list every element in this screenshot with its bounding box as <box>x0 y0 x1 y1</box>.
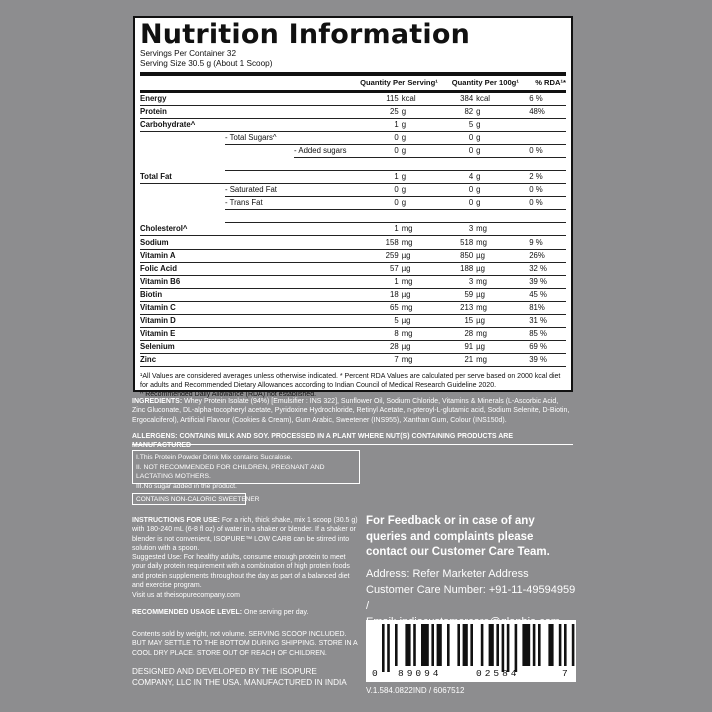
warning-line: I.This Protein Powder Drink Mix contains Sucralose. <box>136 454 293 461</box>
nutrient-rda: 69 % <box>529 341 566 354</box>
barcode-bar <box>515 624 518 672</box>
nutrient-rda: 0 % <box>529 144 566 157</box>
nutrient-row <box>140 315 566 328</box>
nutrient-hu: g <box>476 197 529 210</box>
nutrient-name: Cholesterol^ <box>140 223 225 236</box>
barcode-bar <box>507 624 510 672</box>
nutrient-row <box>140 197 566 210</box>
nutrient-name: Carbohydrate^ <box>140 118 225 131</box>
nutrient-rda: 45 % <box>529 288 566 301</box>
servings-per-container: Servings Per Container 32 <box>140 49 237 58</box>
header-per-100g: Quantity Per 100g¹ <box>448 74 529 91</box>
footnote-averages: ¹All Values are considered averages unless otherwise indicated. * Percent RDA Values are calculated per serve based on 2000 kcal diet for adults and Recommended Dietary Allowances according to Indian Council of Medical Research Guideline 2020. <box>140 373 561 390</box>
barcode-bar <box>559 624 562 666</box>
barcode-bar <box>437 624 442 666</box>
nutrient-name: Vitamin E <box>140 328 225 341</box>
nutrient-row <box>140 170 566 183</box>
nutrient-hv: 3 <box>448 223 476 236</box>
nutrient-row <box>140 144 566 157</box>
nutrient-hv: 5 <box>448 118 476 131</box>
nutrient-row <box>140 131 566 144</box>
nutrient-row <box>140 118 566 131</box>
nutrient-rda: 48% <box>529 105 566 118</box>
nutrient-sv: 1 <box>346 275 401 288</box>
nutrient-hu: µg <box>476 262 529 275</box>
nutrient-hu: g <box>476 118 529 131</box>
warning-line: III.No sugar added in the product. <box>136 482 237 490</box>
nutrient-hu: mg <box>476 328 529 341</box>
nutrient-su: µg <box>402 249 448 262</box>
nutrient-su: g <box>402 105 448 118</box>
usage-level <box>132 608 360 617</box>
nutrient-sv: 259 <box>346 249 401 262</box>
designed-by: DESIGNED AND DEVELOPED BY THE ISOPURE COMPANY, LLC IN THE USA. MANUFACTURED IN INDIA <box>132 667 347 687</box>
nutrient-rda: 6 % <box>529 91 566 105</box>
nutrition-panel <box>133 16 573 399</box>
barcode-bar <box>395 624 398 666</box>
nutrient-sv: 57 <box>346 262 401 275</box>
nutrient-su: µg <box>402 315 448 328</box>
nutrient-sv: 1 <box>346 223 401 236</box>
nutrient-sv: 25 <box>346 105 401 118</box>
barcode-bar <box>447 624 450 666</box>
usage-label: RECOMMENDED USAGE LEVEL: <box>132 609 243 616</box>
barcode-bar <box>502 624 505 672</box>
nutrient-su: mg <box>402 328 448 341</box>
suggested-use: Suggested Use: For healthy adults, consume enough protein to meet your daily protein requirement with a combination of high protein foods and protein supplements throughout the day as part of a balanced diet and exercise program. <box>132 554 350 589</box>
nutrient-name: Biotin <box>140 288 225 301</box>
ingredients-text: Whey Protein Isolate (94%) [Emulsifier : INS 322], Sunflower Oil, Sodium Chloride, Vitamins & Minerals (L-Ascorbic Acid, Zinc Gluconate, DL-alpha-tocopheryl acetate, Pyridoxine Hydrochloride, Retinyl Acetate, n-pteroyl-L-glutamic acid, Sodium Selenite, D-Biotin, Ergocalciferol), Artificial Flavour (Cookies & Cream), Gum Arabic, Sweetener (INS955), Xanthan Gum, Colour (INS150d). <box>132 398 570 424</box>
batch-code: V.1.584.0822IND / 6067512 <box>366 686 465 695</box>
header-rda: % RDA¹* <box>529 74 566 91</box>
nutrient-name: Vitamin B6 <box>140 275 225 288</box>
barcode-bar <box>572 624 575 666</box>
nutrient-rda: 32 % <box>529 262 566 275</box>
nutrient-hu: mg <box>476 275 529 288</box>
nutrient-rda <box>529 223 566 236</box>
nutrient-hv: 213 <box>448 301 476 314</box>
nutrient-hu: g <box>476 131 529 144</box>
nutrient-hu: µg <box>476 341 529 354</box>
nutrient-sv: 18 <box>346 288 401 301</box>
nutrient-hv: 15 <box>448 315 476 328</box>
instructions-text: For a rich, thick shake, mix 1 scoop (30.5 g) with 180-240 mL (6-8 fl oz) of water in a shaker or blender. If a shaker or blender is not convenient, ISOPURE™ LOW CARB can be stirred into solution with a spoon. <box>132 517 358 552</box>
nutrient-hv: 28 <box>448 328 476 341</box>
nutrient-row <box>140 91 566 105</box>
nutrient-rda: 0 % <box>529 197 566 210</box>
nutrient-hv: 518 <box>448 236 476 249</box>
nutrient-rda: 0 % <box>529 184 566 197</box>
feedback-text: For Feedback or in case of any queries and complaints please contact our Customer Care Team. <box>366 515 550 558</box>
nutrient-sv: 28 <box>346 341 401 354</box>
barcode-bar <box>548 624 553 666</box>
nutrient-sub: - Trans Fat <box>225 197 294 210</box>
nutrient-name: Zinc <box>140 354 225 367</box>
nutrient-su: g <box>402 118 448 131</box>
barcode-bar <box>382 624 385 672</box>
serving-size: Serving Size 30.5 g (About 1 Scoop) <box>140 59 273 68</box>
nutrient-su: µg <box>402 288 448 301</box>
nutrient-hu: mg <box>476 354 529 367</box>
nutrient-sv: 0 <box>346 184 401 197</box>
barcode-bar <box>387 624 390 672</box>
nutrient-name: Vitamin C <box>140 301 225 314</box>
nutrient-sv: 158 <box>346 236 401 249</box>
nutrient-rda: 9 % <box>529 236 566 249</box>
nutrient-name: Energy <box>140 91 225 105</box>
usage-text: One serving per day. <box>242 609 309 616</box>
nutrient-row <box>140 354 566 367</box>
nutrient-hu: mg <box>476 301 529 314</box>
row-spacer <box>140 210 566 223</box>
barcode-bar <box>470 624 473 666</box>
nutrient-name: Vitamin A <box>140 249 225 262</box>
barcode-bar <box>538 624 541 666</box>
nutrient-su: mg <box>402 236 448 249</box>
barcode-bar <box>405 624 410 666</box>
nutrient-sv: 0 <box>346 197 401 210</box>
nutrient-row <box>140 341 566 354</box>
nutrient-row <box>140 249 566 262</box>
nutrient-hv: 59 <box>448 288 476 301</box>
nutrient-hu: g <box>476 105 529 118</box>
nutrient-su: g <box>402 197 448 210</box>
row-spacer <box>140 157 566 170</box>
nutrient-hv: 188 <box>448 262 476 275</box>
barcode-bar <box>522 624 530 666</box>
nutrient-row <box>140 288 566 301</box>
barcode-digit-last: 7 <box>562 668 568 679</box>
nutrient-hv: 4 <box>448 170 476 183</box>
nutrient-name: Selenium <box>140 341 225 354</box>
nutrient-name: Total Fat <box>140 170 225 183</box>
nutrient-row <box>140 262 566 275</box>
nutrition-title: Nutrition Information <box>140 19 470 50</box>
nutrient-row <box>140 275 566 288</box>
nutrient-hv: 0 <box>448 197 476 210</box>
nutrient-hv: 0 <box>448 131 476 144</box>
nutrient-row <box>140 236 566 249</box>
nutrient-hv: 91 <box>448 341 476 354</box>
header-per-serving: Quantity Per Serving¹ <box>346 74 447 91</box>
warning-box <box>132 450 360 490</box>
visit-website: Visit us at theisopurecompany.com <box>132 592 240 599</box>
barcode-bar <box>496 624 499 666</box>
divider <box>132 444 573 445</box>
nutrient-hv: 21 <box>448 354 476 367</box>
nutrient-rda: 31 % <box>529 315 566 328</box>
nutrient-sub: - Total Sugars^ <box>225 131 294 144</box>
nutrient-name: Sodium <box>140 236 225 249</box>
nutrient-sv: 0 <box>346 131 401 144</box>
nutrient-rda: 81% <box>529 301 566 314</box>
barcode-bar <box>564 624 567 666</box>
nutrient-rda: 26% <box>529 249 566 262</box>
nutrient-rda: 39 % <box>529 354 566 367</box>
barcode-digits-right: 02584 <box>476 668 520 679</box>
nutrient-hu: g <box>476 184 529 197</box>
nutrient-hv: 0 <box>448 184 476 197</box>
nutrient-su: mg <box>402 275 448 288</box>
nutrient-sv: 1 <box>346 118 401 131</box>
nutrient-rda: 39 % <box>529 275 566 288</box>
nutrient-su: mg <box>402 354 448 367</box>
barcode-bar <box>489 624 494 666</box>
nutrient-su: g <box>402 170 448 183</box>
nutrient-su: mg <box>402 301 448 314</box>
barcode-bar <box>533 624 536 666</box>
nutrient-sv: 1 <box>346 170 401 183</box>
nutrition-body <box>140 91 566 367</box>
barcode <box>366 620 576 682</box>
customer-care-number: Customer Care Number: +91-11-49594959 / <box>366 584 576 612</box>
ingredients <box>132 397 572 425</box>
instructions-label: INSTRUCTIONS FOR USE: <box>132 517 220 524</box>
contents-note: Contents sold by weight, not volume. SERVING SCOOP INCLUDED. BUT MAY SETTLE TO THE BOTTOM DURING SHIPPING. STORE IN A COOL DRY PLACE. STORE OUT OF REACH OF CHILDREN. <box>132 631 358 657</box>
nutrient-sv: 7 <box>346 354 401 367</box>
nutrient-row <box>140 184 566 197</box>
nutrient-row <box>140 328 566 341</box>
nutrient-sv: 0 <box>346 144 401 157</box>
nutrient-hv: 0 <box>448 144 476 157</box>
instructions <box>132 516 360 553</box>
nutrient-name: Protein <box>140 105 225 118</box>
table-header-row <box>140 74 566 91</box>
nutrient-sv: 115 <box>346 91 401 105</box>
nutrient-hu: kcal <box>476 91 529 105</box>
nutrition-table <box>140 72 566 367</box>
nutrient-su: kcal <box>402 91 448 105</box>
nutrient-hu: g <box>476 144 529 157</box>
barcode-bar <box>431 624 434 666</box>
barcode-bar <box>421 624 429 666</box>
nutrient-sv: 8 <box>346 328 401 341</box>
nutrient-hv: 384 <box>448 91 476 105</box>
ingredients-label: INGREDIENTS: <box>132 398 183 405</box>
nutrient-name: Folic Acid <box>140 262 225 275</box>
nutrient-rda: 2 % <box>529 170 566 183</box>
warning-line: II. NOT RECOMMENDED FOR CHILDREN, PREGNANT AND LACTATING MOTHERS. <box>136 463 325 480</box>
nutrient-su: mg <box>402 223 448 236</box>
nutrient-name: Vitamin D <box>140 315 225 328</box>
barcode-bar <box>463 624 468 666</box>
footnote <box>140 372 566 399</box>
nutrient-hv: 850 <box>448 249 476 262</box>
nutrient-sub: - Saturated Fat <box>225 184 294 197</box>
allergens: ALLERGENS: CONTAINS MILK AND SOY. PROCESSED IN A PLANT WHERE NUT(S) CONTAINING PRODUCTS ARE MANUFACTURED <box>132 433 513 450</box>
nutrient-rda <box>529 118 566 131</box>
nutrient-sv: 65 <box>346 301 401 314</box>
nutrient-su: g <box>402 131 448 144</box>
nutrient-hu: g <box>476 170 529 183</box>
nutrient-row <box>140 105 566 118</box>
nutrient-hu: µg <box>476 249 529 262</box>
nutrient-su: g <box>402 144 448 157</box>
nutrient-row <box>140 301 566 314</box>
nutrient-rda <box>529 131 566 144</box>
nutrient-hu: mg <box>476 223 529 236</box>
barcode-bar <box>481 624 484 666</box>
nutrient-sv: 5 <box>346 315 401 328</box>
nutrient-hu: µg <box>476 315 529 328</box>
nutrient-rda: 85 % <box>529 328 566 341</box>
barcode-bar <box>413 624 416 666</box>
barcode-digits-left: 89094 <box>398 668 442 679</box>
nutrient-hv: 3 <box>448 275 476 288</box>
address: Address: Refer Marketer Address <box>366 568 529 580</box>
nutrient-hv: 82 <box>448 105 476 118</box>
nutrient-hu: µg <box>476 288 529 301</box>
nutrient-su: g <box>402 184 448 197</box>
barcode-digit-first: 0 <box>372 668 378 679</box>
nutrient-su: µg <box>402 341 448 354</box>
nutrient-su: µg <box>402 262 448 275</box>
nutrient-hu: mg <box>476 236 529 249</box>
nutrient-sub2: - Added sugars <box>294 144 346 157</box>
nutrient-row <box>140 223 566 236</box>
sweetener-note: CONTAINS NON-CALORIC SWEETENER <box>132 493 246 505</box>
barcode-bar <box>457 624 460 666</box>
footnote-rda: ^ Recommended Daily Allowance (RDA) not established. <box>140 391 317 399</box>
